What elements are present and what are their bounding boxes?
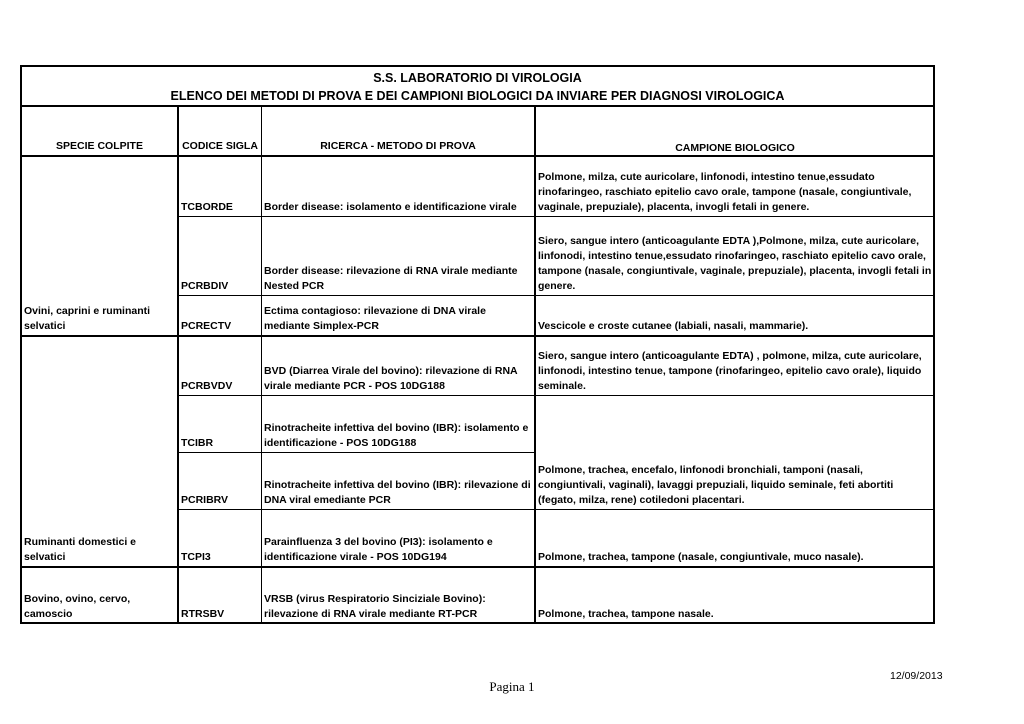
- species-cell: Bovino, ovino, cervo, camoscio: [24, 593, 131, 620]
- footer-date: 12/09/2013: [890, 670, 943, 682]
- method-cell: Border disease: rilevazione di RNA virale mediante Nested PCR: [264, 265, 518, 292]
- method-cell: BVD (Diarrea Virale del bovino): rilevazione di RNA virale mediante PCR - POS 10DG188: [264, 365, 518, 392]
- sample-cell: Siero, sangue intero (anticoagulante EDTA ),Polmone, milza, cute auricolare, linfonodi, intestino tenue,essudato rinofaringeo, raschiato epitelio cavo orale, tampone (nasale, congiuntivale, vaginale, prepuziale), placenta, invogli fetali in genere.: [538, 235, 932, 292]
- header-method: RICERCA - METODO DI PROVA: [320, 140, 476, 152]
- header-sample: CAMPIONE BIOLOGICO: [675, 142, 795, 154]
- lab-title: S.S. LABORATORIO DI VIROLOGIA: [373, 71, 582, 85]
- code-cell: TCIBR: [181, 437, 214, 449]
- code-cell: TCBORDE: [181, 201, 233, 213]
- sample-cell: Polmone, milza, cute auricolare, linfonodi, intestino tenue,essudato rinofaringeo, raschiato epitelio cavo orale, tampone (nasale, congiuntivale, vaginale, prepuziale), placenta, invogli fetali in genere.: [538, 171, 912, 213]
- method-cell: VRSB (virus Respiratorio Sinciziale Bovino): rilevazione di RNA virale mediante RT-PCR: [264, 593, 486, 620]
- method-cell: Parainfluenza 3 del bovino (PI3): isolamento e identificazione virale - POS 10DG194: [264, 536, 493, 563]
- method-cell: Border disease: isolamento e identificazione virale: [264, 201, 517, 213]
- sample-cell: Polmone, trachea, tampone nasale.: [538, 608, 714, 620]
- code-cell: PCRBVDV: [181, 380, 233, 392]
- sample-cell: Vescicole e croste cutanee (labiali, nasali, mammarie).: [538, 320, 809, 332]
- method-cell: Rinotracheite infettiva del bovino (IBR): isolamento e identificazione - POS 10DG188: [264, 422, 529, 449]
- code-cell: RTRSBV: [181, 608, 225, 620]
- method-cell: Ectima contagioso: rilevazione di DNA virale mediante Simplex-PCR: [264, 305, 486, 332]
- method-cell: Rinotracheite infettiva del bovino (IBR): rilevazione di DNA viral emediante PCR: [264, 479, 531, 506]
- species-cell: Ruminanti domestici e selvatici: [24, 536, 137, 563]
- sample-cell: Polmone, trachea, tampone (nasale, congiuntivale, muco nasale).: [538, 551, 864, 563]
- header-code: CODICE SIGLA: [182, 140, 258, 152]
- code-cell: PCRIBRV: [181, 494, 229, 506]
- sample-cell: Siero, sangue intero (anticoagulante EDTA) , polmone, milza, cute auricolare, linfonodi, intestino tenue, tampone (rinofaringeo, epitelio cavo orale), liquido seminale.: [538, 350, 922, 392]
- header-species: SPECIE COLPITE: [56, 140, 143, 152]
- species-cell: Ovini, caprini e ruminanti selvatici: [24, 305, 151, 332]
- code-cell: TCPI3: [181, 551, 211, 563]
- code-cell: PCRBDIV: [181, 280, 229, 292]
- document-title: ELENCO DEI METODI DI PROVA E DEI CAMPIONI BIOLOGICI DA INVIARE PER DIAGNOSI VIROLOGICA: [170, 89, 785, 103]
- rule-title: [20, 105, 935, 107]
- page-number: Pagina 1: [489, 679, 535, 694]
- code-cell: PCRECTV: [181, 320, 232, 332]
- sample-cell: Polmone, trachea, encefalo, linfonodi bronchiali, tamponi (nasali, congiuntivali, vaginali), lavaggi prepuziali, liquido seminale, feti abortiti (fegato, milza, rene) cotiledoni placentari.: [538, 464, 894, 506]
